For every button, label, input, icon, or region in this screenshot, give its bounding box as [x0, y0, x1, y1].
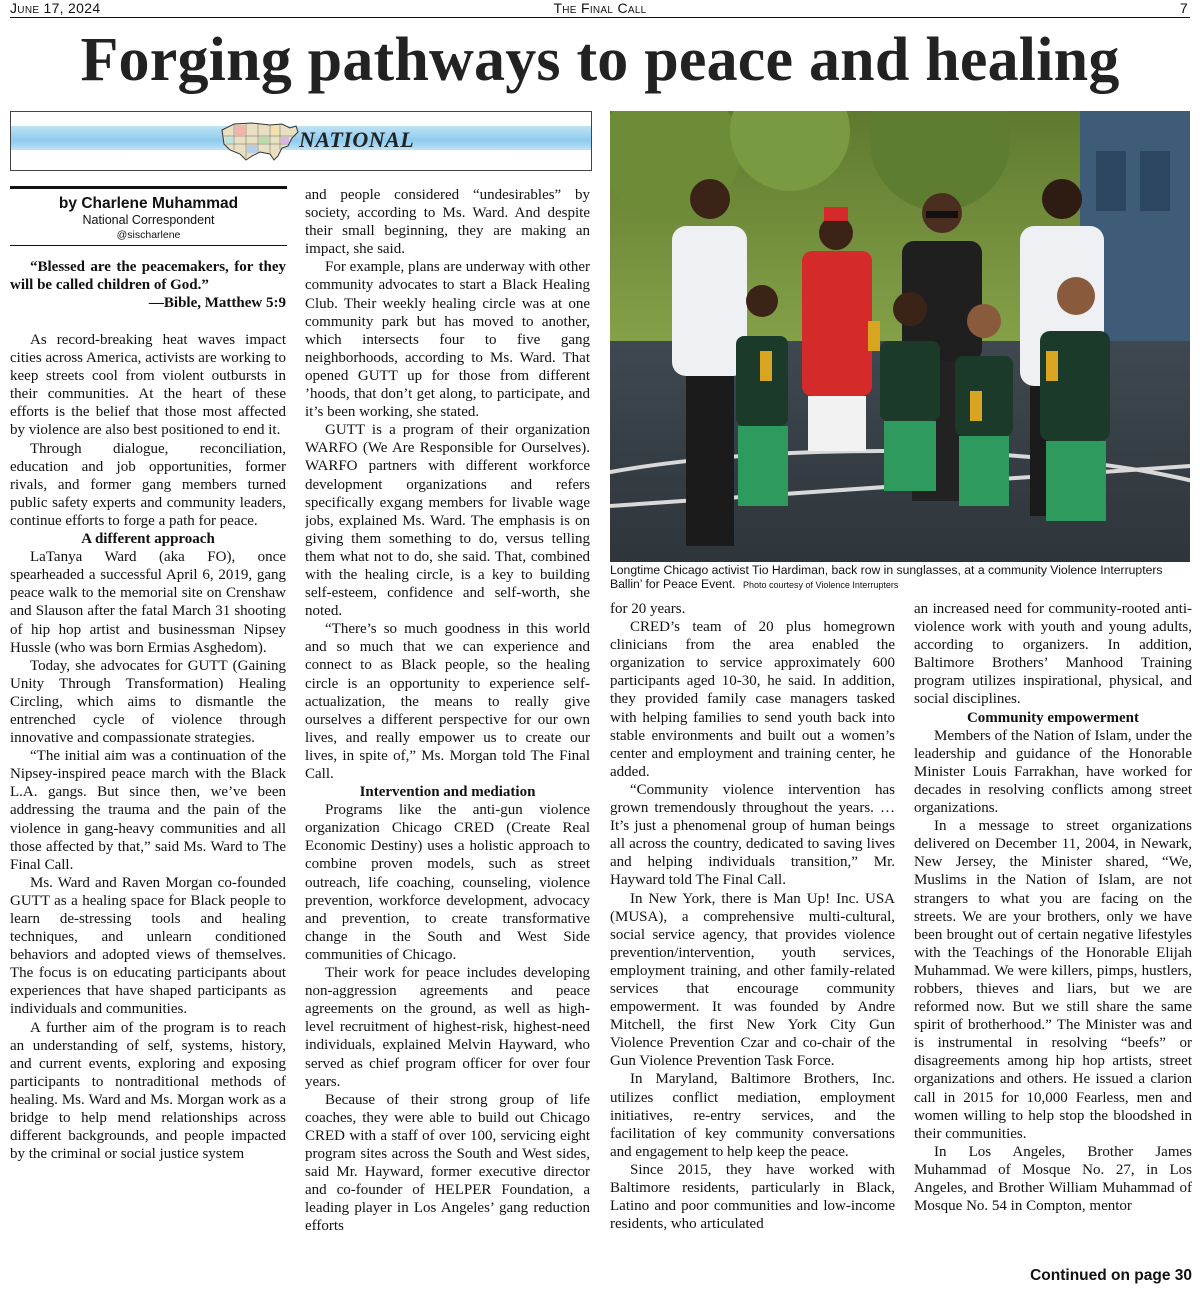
subhead: Intervention and mediation — [359, 784, 536, 801]
paragraph: Members of the Nation of Islam, under the leadership and guidance of the Honorable Minister Louis Farrakhan, have worked for decades in resolving conflicts among street organizations. — [914, 727, 1192, 817]
publication-name: The Final Call — [553, 0, 647, 16]
photo-credit: Photo courtesy of Violence Interrupters — [742, 580, 899, 591]
epigraph-source: —Bible, Matthew 5:9 — [148, 295, 286, 311]
paragraph: As record-breaking heat waves impact cities across America, activists are working to keep streets cool from violent outbursts in their communities. At the heart of these efforts is the belief that those most affected by violence are also best positioned to end it. — [10, 332, 286, 439]
paragraph: A further aim of the program is to reach an understanding of self, systems, history, and current events, exploring and exposing participants to nontraditional methods of healing. Ms. Ward and Ms. Morgan work as a bridge to help mend relationships across different backgrounds, and people impacted by the criminal or social justice system — [10, 1019, 286, 1163]
continued-link[interactable]: Continued on page 30 — [1030, 1267, 1192, 1284]
paragraph: In New York, there is Man Up! Inc. USA (MUSA), a comprehensive multi-cultural, social service agency, that provides violence prevention/intervention, youth services, employment training, and other family-related services that encourage community empowerment. It was founded by Andre Mitchell, the first New York City Gun Violence Prevention Czar and co-chair of the Gun Violence Prevention Task Force. — [610, 890, 895, 1070]
paragraph: Since 2015, they have worked with Baltimore residents, particularly in Black, Latino and poor communities and low-income residents, who articulated — [610, 1161, 895, 1233]
paragraph: an increased need for community-rooted anti-violence work with youth and young adults, according to organizers. In addition, Baltimore Brothers’ Manhood Training program utilizes inspirational, physical, and social disciplines. — [914, 601, 1192, 708]
paragraph: Because of their strong group of life coaches, they were able to build out Chicago CRED with a staff of over 100, servicing eight program sites across the South and West sides, said Mr. Hayward, former executive director and co-founder of HELPER Foundation, a leading player in Los Angeles’ gang reduction efforts — [305, 1091, 590, 1235]
paragraph: for 20 years. — [610, 601, 686, 617]
caption-text: Longtime Chicago activist Tio Hardiman, back row in sunglasses, at a community Violence Interrupters Ballin’ for Peace Event. — [610, 563, 1163, 592]
paragraph: “The initial aim was a continuation of the Nipsey-inspired peace march with the Black L.A. gangs. But since then, we’ve been addressing the trauma and the pain of the violence in gang-heavy communities and all those affected by that,” said Ms. Ward to The Final Call. — [10, 748, 286, 873]
photo-image — [610, 111, 1190, 562]
photo-caption — [610, 563, 1192, 592]
paragraph: “Community violence intervention has grown tremendously throughout the years. … It’s just a phenomenal group of human beings all across the country, dedicated to saving lives and helping individuals transition,” Mr. Hayward told The Final Call. — [610, 781, 895, 889]
photo — [610, 111, 1190, 562]
paragraph: LaTanya Ward (aka FO), once spearheaded a successful April 6, 2019, gang peace walk to the memorial site on Crenshaw and Slauson after the fatal March 31 shooting of hip hop artist and businessman Nipsey Hussle (who was born Ermias Asghedom). — [10, 549, 286, 656]
paragraph: Through dialogue, reconciliation, education and job opportunities, former rivals, and former gang members turned public safety experts and community leaders, continue efforts to forge a path for peace. — [10, 440, 286, 529]
author-name: by Charlene Muhammad — [58, 195, 239, 212]
epigraph — [10, 258, 286, 312]
page-number: 7 — [1179, 0, 1188, 16]
article-column-4 — [914, 600, 1192, 1268]
us-map-icon — [216, 116, 302, 166]
section-label: NATIONAL — [299, 127, 415, 152]
author-handle: @sischarlene — [116, 229, 181, 241]
section-banner — [10, 111, 592, 171]
article-column-2 — [305, 186, 590, 1286]
paragraph: CRED’s team of 20 plus homegrown clinicians from the area enabled the organization to service approximately 600 participants aged 10-30, he said. In addition, they provided family case managers tasked with helping families to send youth back into stable environments and built out a women’s center and employment and training center, he added. — [610, 619, 895, 780]
paragraph: Their work for peace includes developing non-aggression agreements and peace agreements on the ground, as well as high-level recruitment of highest-risk, highest-need individuals, explained Melvin Hayward, who served as chief program officer for over four years. — [305, 965, 590, 1090]
article-column-3 — [610, 600, 895, 1290]
byline — [10, 186, 287, 246]
paragraph: In Maryland, Baltimore Brothers, Inc. utilizes conflict mediation, employment initiatives, re-entry services, and the facilitation of key community conversations and engagement to help keep the peace. — [610, 1071, 895, 1160]
paragraph: In Los Angeles, Brother James Muhammad of Mosque No. 27, in Los Angeles, and Brother William Muhammad of Mosque No. 54 in Compton, mentor — [914, 1143, 1192, 1215]
paragraph: Programs like the anti-gun violence organization Chicago CRED (Create Real Economic Destiny) uses a holistic approach to combine proven models, such as street outreach, life coaching, counseling, violence prevention, workforce development, advocacy and prevention, to create transformative change in the South and West Side communities of Chicago. — [305, 802, 590, 963]
paragraph: Ms. Ward and Raven Morgan co-founded GUTT as a healing space for Black people to learn de-stressing tools and healing techniques, and unlearn conditioned behaviors and adopted views of themselves. The focus is on educating participants about experiences that have shaped participants as individuals and communities. — [10, 874, 286, 1018]
paragraph: “There’s so much goodness in this world and so much that we can experience and connect to as Black people, so the healing circle is an opportunity to experience self-actualization, the means to really give ourselves a different perspective for our own lives, and really empower us to create our lives, in spite of,” Ms. Morgan told The Final Call. — [305, 621, 590, 782]
subhead: A different approach — [81, 531, 215, 548]
article-column-1 — [10, 331, 286, 1286]
issue-date: June 17, 2024 — [10, 0, 101, 16]
paragraph: For example, plans are underway with other community advocates to start a Black Healing Club. Their weekly healing circle was at one community park but has moved to another, which intersects four to five gang neighborhoods, according to Ms. Ward. That opened GUTT up for those from different ’hoods, that don’t get along, to participate, and it’s been working, she stated. — [305, 259, 590, 421]
subhead: Community empowerment — [966, 709, 1140, 726]
paragraph: and people considered “undesirables” by society, according to Ms. Ward. And despite their small beginning, they are making an impact, she said. — [305, 187, 590, 258]
epigraph-quote: “Blessed are the peacemakers, for they will be called children of God.” — [10, 259, 286, 293]
paragraph: Today, she advocates for GUTT (Gaining Unity Through Transformation) Healing Circling, which aims to dismantle the entrenched cycle of violence through innovative and compassionate strategies. — [10, 657, 286, 747]
author-title: National Correspondent — [82, 213, 215, 227]
headline: Forging pathways to peace and healing — [80, 26, 1120, 94]
folio-line — [10, 0, 1190, 18]
paragraph: GUTT is a program of their organization WARFO (We Are Responsible for Ourselves). WARFO partners with different workforce development organizations and refers specifically exgang members for livable wage jobs, explained Ms. Ward. The emphasis is on giving them something to do, versus telling them what not to do, she said. That, combined with the healing circle, is a key to building self-esteem, confidence and self-worth, she noted. — [305, 422, 590, 620]
paragraph: In a message to street organizations delivered on December 11, 2004, in Newark, New Jersey, the Minister shared, “We, Muslims in the Nation of Islam, are not strangers to what you are facing on the streets. We are your brothers, only we have been brought out of certain negative lifestyles with the Teachings of the Honorable Elijah Muhammad. We were killers, pimps, hustlers, robbers, thieves and liars, but we are reformed now. But we still share the same spirit of brotherhood.” The Minister was and is instrumental in resolving “beefs” or disagreements among hip hop artists, street organizations and others. He issued a clarion call in 2015 for 10,000 Fearless, men and women willing to help stop the bloodshed in their communities. — [914, 818, 1192, 1142]
